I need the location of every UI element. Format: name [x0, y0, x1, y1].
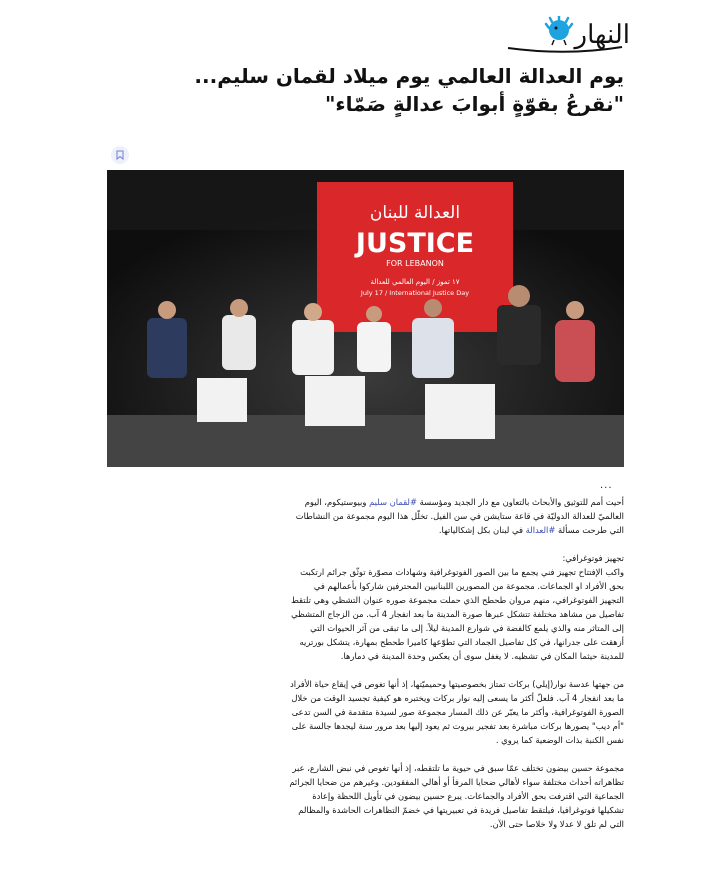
brand-logo[interactable] [500, 18, 630, 54]
banner-date-en: July 17 / International Justice Day [360, 289, 470, 297]
intro-after: في لبنان بكل إشكالياتها. [438, 525, 523, 535]
article-title: يوم العدالة العالمي يوم ميلاد لقمان سليم... "نقرعُ بقوّةٍ أبوابَ عدالةٍ صَمّاء" [194, 64, 624, 116]
brand-name: النهار [574, 20, 630, 50]
caption-marker: ... [600, 480, 613, 491]
banner-arabic: العدالة للبنان [369, 203, 461, 223]
bookmark-icon [116, 150, 124, 160]
banner-date-ar: ١٧ تموز / اليوم العالمي للعدالة [370, 278, 460, 286]
paragraph-1: واكب الإفتتاح تجهيز فني يجمع ما بين الصور الفوتوغرافية وشهادات مصوّرة توثّق جرائم ارتكبت بحق الأفراد او الجماعات. مجموعة من المصورين اللبنانيين المحترفين شاركوا بأعمالهم في التجهيز الفوتوغرافي، منهم مروان طحطح الذي حملت مجموعة صوره عنوان التشظي وهي تلتقط تفاصيل من مشاهد مختلفة تتشكل عبرها صورة المدينة ما بعد انفجار 4 آب. من الزجاج المتشظي إلى المتاثر منه والذي يلمع كالفضة في شوارع المدينة ليلاً. إلى ما تبقى من آثر الحيوات التي أزهقت على جدرانها، في كل تفاصيل الجماد التي تطوّعها كاميرا طحطح بمهارة، يتشكل بورتريه للمدينة حيثما المكان في تشظيه. لا يغفل سوى أن يعكس وحدة المدينة في دمارها. [291, 567, 624, 661]
mascot-icon [544, 16, 574, 46]
intro-before: أحيت أمم للتوثيق والأبحاث بالتعاون مع دار الجديد ومؤسسة [419, 497, 624, 507]
intro-middle: وبيوستيكوم، اليوم العالميّ للعدالة الدوليّة في قاعة ستايشن في سن الفيل. تخلّل هذا اليوم مجموعة من النشاطات التي طرحت مسألة [295, 497, 624, 535]
paragraph-2: من جهتها عدسة نوار(إيلي) بركات تمتاز بخصوصيتها وحميميّتها، إذ أنها تغوص في إيقاع حياة الأفراد ما بعد انفجار 4 آب. فلعلّ أكثر ما يسعى إليه نوار بركات ويختبره هو كيفية تجسيد الوقت من خلال الصورة الفوتوغرافية، وأكثر ما يعبّر عن ذلك المسار مجموعة صور لسيدة متقدمة في السن تدعى "أم ديب" يصورها بركات مباشرة بعد تفجير بيروت ثم يعود إليها بعد مرور سنة ليجدها جالسة على نفس الكنبة بذات الوضعية كما يروي . [290, 679, 624, 745]
banner-title: JUSTICE [355, 228, 475, 259]
article-photo [107, 170, 624, 467]
tag-link-justice[interactable]: #العدالة [525, 525, 556, 535]
paragraph-3: مجموعة حسين بيضون تختلف عمّا سبق في حيوية ما تلتقطه، إذ أنها تغوص في نبض الشارع، عبر تظاهراته أحداث مختلفة سواء لأهالي ضحايا المرفأ أو أهالي المفقودين. وغيرهم من ضحايا الجرائم الجماعية التي اقترفت بحق الأفراد والجماعات. يبرع حسين بيضون في تأويل اللحظة وإعادة تشكيلها فوتوغرافيا، فيلتقط تفاصيل فريدة في تعبيريتها في خضمّ التظاهرات الحاشدة والمظالم التي لم تلق لا عدلا ولا خلاصا حتى الآن. [289, 763, 624, 829]
section-heading: تجهيز فوتوغرافي: [562, 553, 624, 563]
brand-swoosh [506, 44, 624, 54]
banner-sub: FOR LEBANON [386, 259, 444, 268]
bookmark-button[interactable] [111, 146, 129, 164]
tag-link-luqman[interactable]: #لقمان سليم [369, 497, 417, 507]
article-body [288, 495, 624, 845]
photo-scene [107, 170, 624, 467]
intro-paragraph [288, 495, 624, 537]
